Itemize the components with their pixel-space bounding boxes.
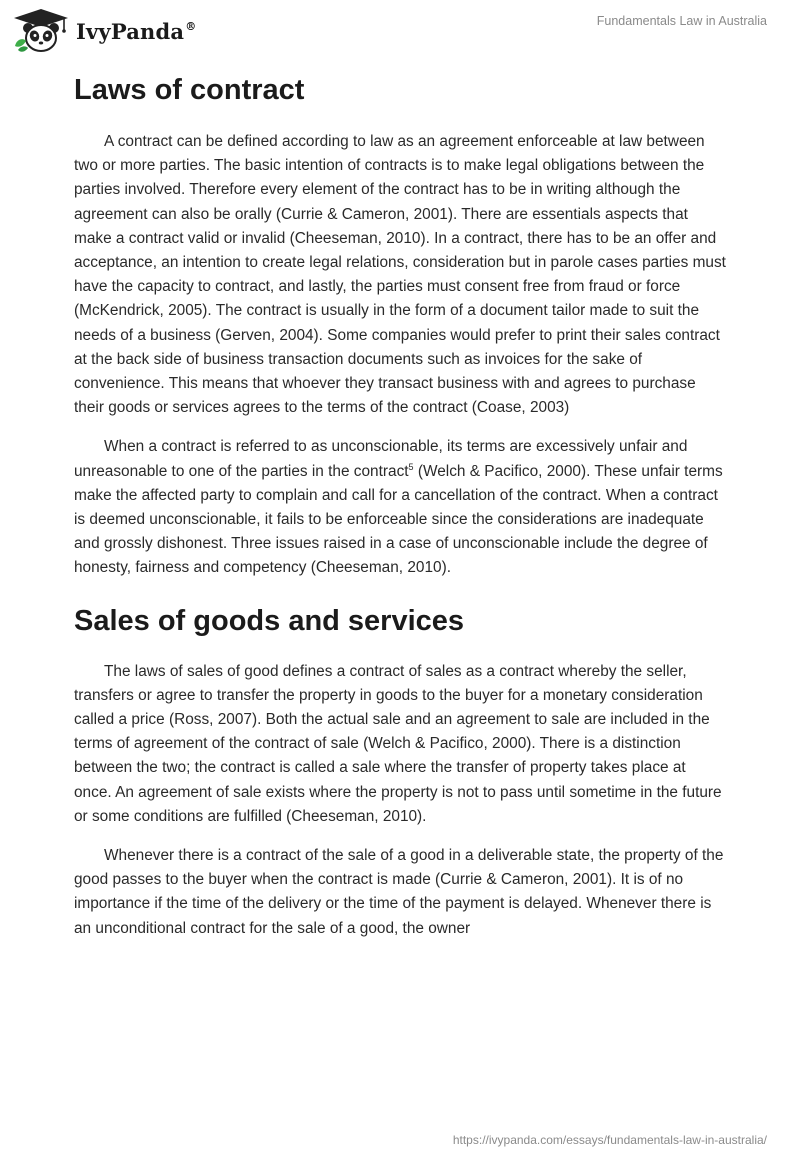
section-heading-sales-of-goods: Sales of goods and services bbox=[74, 604, 465, 637]
source-url[interactable]: https://ivypanda.com/essays/fundamentals-law-in-australia/ bbox=[452, 1133, 767, 1147]
panda-graduate-icon bbox=[12, 8, 70, 54]
brand-name: IvyPanda® bbox=[76, 18, 197, 44]
section-heading-laws-of-contract: Laws of contract bbox=[74, 74, 305, 106]
paragraph: The laws of sales of good defines a contract of sales as a contract whereby the seller, transfers or agree to transfer the property in goods to the buyer for a monetary consideration called a price (Ross, 2007). Both the actual sale and an agreement to sale are included in the terms of agreement of the contract of sale (Welch & Pacifico, 2000). There is a distinction between the two; the contract is called a sale where the transfer of property takes place at once. An agreement of sale exists where the property is not to pass until sometime in the future or some conditions are fulfilled (Cheeseman, 2010). bbox=[74, 662, 722, 825]
page-header bbox=[0, 0, 800, 60]
article-body bbox=[74, 72, 726, 941]
document-title: Fundamentals Law in Australia bbox=[596, 14, 767, 28]
paragraph: A contract can be defined according to law as an agreement enforceable at law between two or more parties. The basic intention of contracts is to make legal obligations between the parties involved. Therefore every element of the contract has to be in writing although the agreement can also be orally (Currie & Cameron, 2001). There are essentials aspects that make a contract valid or invalid (Cheeseman, 2010). In a contract, there has to be an offer and acceptance, an intention to create legal relations, consideration but in parole cases parties must have the capacity to contract, and lastly, the parties must consent free from fraud or force (McKendrick, 2005). The contract is usually in the form of a document tailor made to suit the needs of a business (Gerven, 2004). Some companies would prefer to print their sales contract at the back side of business transaction documents such as invoices for the sake of convenience. This means that whoever they transact business with and agrees to purchase their goods or services agrees to the terms of the contract (Coase, 2003) bbox=[74, 133, 726, 417]
paragraph: When a contract is referred to as unconscionable, its terms are excessively unfair and unreasonable to one of the parties in the contract$^5$ (Welch & Pacifico, 2000). These unfair terms make the affected party to complain and call for a cancellation of the contract. When a contract is deemed unconscionable, it fails to be enforceable since the considerations are inadequate and grossly dishonest. Three issues raised in a case of unconscionable include the degree of honesty, fairness and competency (Cheeseman, 2010). bbox=[74, 438, 723, 577]
ivypanda-logo[interactable] bbox=[12, 8, 196, 54]
paragraph: Whenever there is a contract of the sale of a good in a deliverable state, the property of the good passes to the buyer when the contract is made (Currie & Cameron, 2001). It is of no importance if the time of the delivery or the time of the payment is delayed. Whenever there is an unconditional contract for the sale of a good, the owner bbox=[74, 847, 724, 937]
footnote-marker[interactable]: 5 bbox=[408, 461, 414, 472]
